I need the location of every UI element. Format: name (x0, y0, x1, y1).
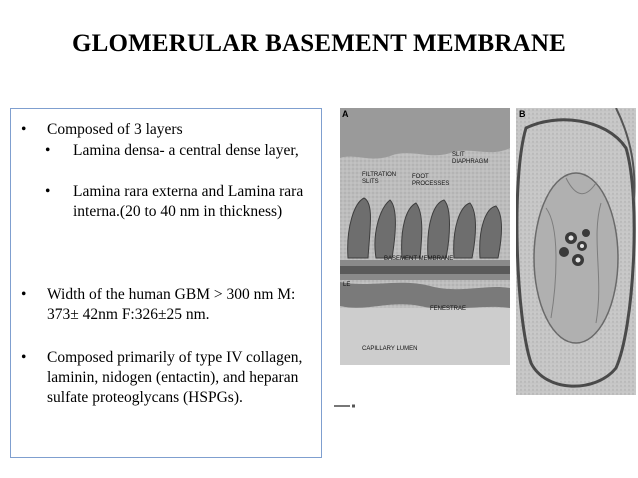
bullet-text: Composed primarily of type IV collagen, laminin, nidogen (entactin), and heparan sulfate proteoglycans (HSPGs). (47, 349, 303, 406)
label-capillary-lumen: CAPILLARY LUMEN (362, 346, 418, 352)
panel-letter-b: B (519, 109, 526, 119)
micrograph-b-image (516, 108, 636, 395)
bullet-marker: • (45, 183, 51, 200)
sub-bullet-item (45, 182, 315, 222)
sub-bullet-item (45, 141, 315, 161)
label-fenestrae: FENESTRAE (430, 306, 467, 312)
bullet-text: Lamina rara externa and Lamina rara interna.(20 to 40 nm in thickness) (73, 183, 304, 220)
bullet-marker: • (45, 142, 51, 159)
label-slit-diaphragm: SLIT DIAPHRAGM (452, 152, 489, 165)
bullet-item (21, 348, 321, 408)
label-filtration-slits: FILTRATION SLITS (362, 172, 397, 185)
micrograph-panel-b (516, 108, 636, 395)
micrograph-a-image (340, 108, 510, 365)
scale-bar (334, 403, 356, 409)
slide-title: GLOMERULAR BASEMENT MEMBRANE (71, 30, 567, 57)
bullet-marker: • (21, 121, 27, 138)
label-le: LE (343, 282, 351, 288)
bullet-text: Lamina densa- a central dense layer, (73, 142, 299, 159)
bullet-marker: • (21, 286, 27, 303)
panel-letter-a: A (342, 109, 349, 119)
text-box (10, 108, 322, 458)
bullet-text: Composed of 3 layers (47, 121, 183, 138)
micrograph-panel-a (340, 108, 510, 365)
bullet-text: Width of the human GBM > 300 nm M: 373± 42nm F:326±25 nm. (47, 286, 296, 323)
bullet-item (21, 285, 321, 325)
bullet-marker: • (21, 349, 27, 366)
label-foot-processes: FOOT PROCESSES (412, 174, 450, 187)
bullet-item (21, 120, 321, 140)
label-basement-membrane: BASEMENT MEMBRANE (384, 256, 454, 262)
